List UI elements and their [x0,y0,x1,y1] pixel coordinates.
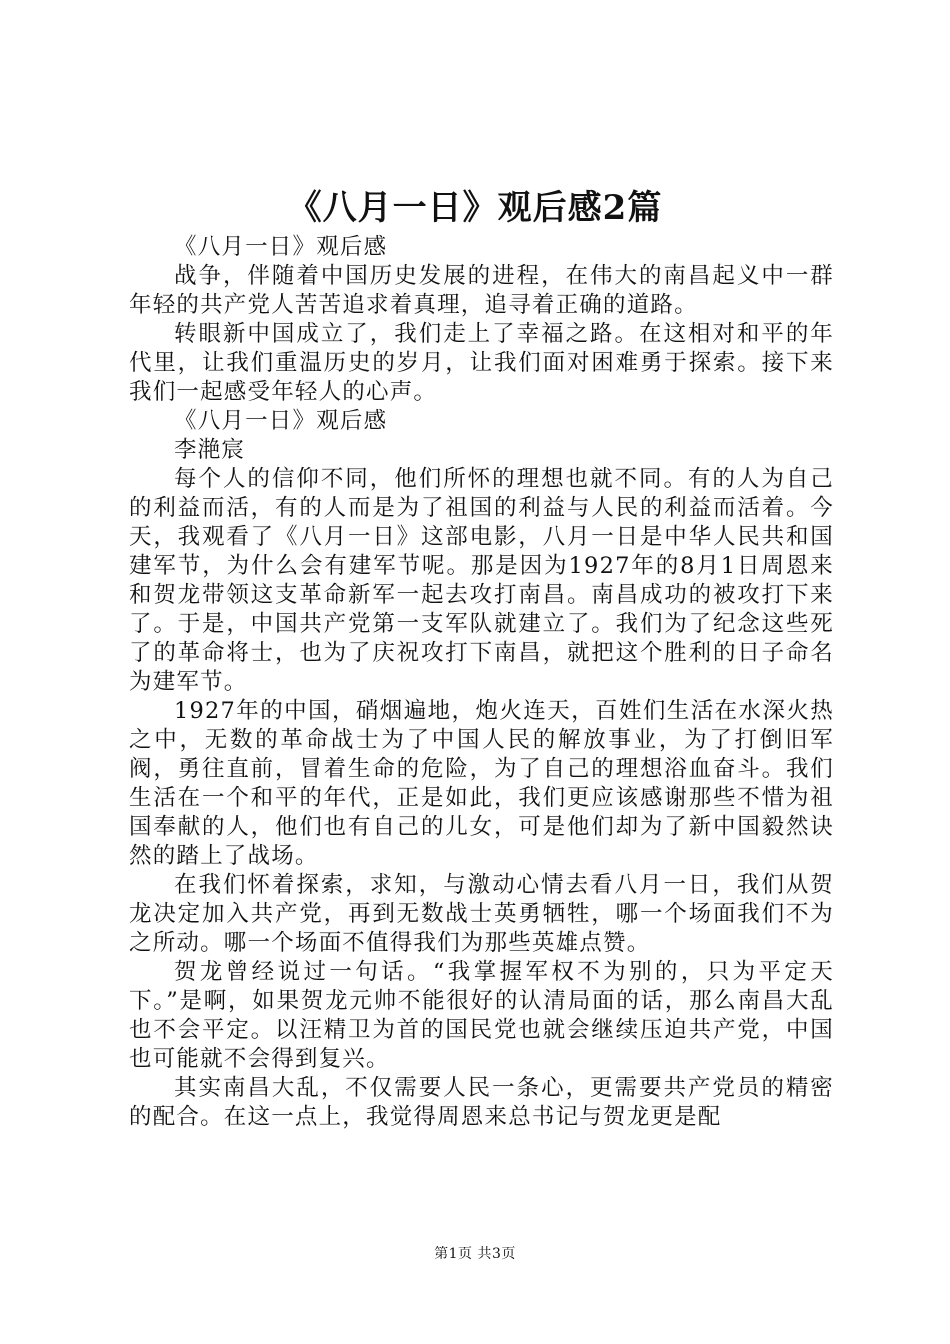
paragraph-subtitle: 《八月一日》观后感 [174,234,388,260]
paragraph: 每个人的信仰不同，他们所怀的理想也就不同。有的人为自己的利益而活，有的人而是为了祖国的利益与人民的利益而活着。今天，我观看了《八月一日》这部电影，八月一日是中华人民共和国建军节，为什么会有建军节呢。那是因为1927年的8月1日周恩来和贺龙带领这支革命新军一起去攻打南昌。南昌成功的被攻打下来了。于是，中国共产党第一支军队就建立了。我们为了纪念这些死了的革命将士，也为了庆祝攻打下南昌，就把这个胜利的日子命名为建军节。 [129,466,834,695]
paragraph: 战争，伴随着中国历史发展的进程，在伟大的南昌起义中一群年轻的共产党人苦苦追求着真理，追寻着正确的道路。 [129,263,834,318]
paragraph: 1927年的中国，硝烟遍地，炮火连天，百姓们生活在水深火热之中，无数的革命战士为了中国人民的解放事业，为了打倒旧军阀，勇往直前，冒着生命的危险，为了自己的理想浴血奋斗。我们生活在一个和平的年代，正是如此，我们更应该感谢那些不惜为祖国奉献的人，他们也有自己的儿女，可是他们却为了新中国毅然诀然的踏上了战场。 [129,698,834,869]
paragraph: 转眼新中国成立了，我们走上了幸福之路。在这相对和平的年代里，让我们重温历史的岁月，让我们面对困难勇于探索。接下来我们一起感受年轻人的心声。 [129,321,834,405]
paragraph: 贺龙曾经说过一句话。“我掌握军权不为别的，只为平定天下。”是啊，如果贺龙元帅不能很好的认清局面的话，那么南昌大乱也不会平定。以汪精卫为首的国民党也就会继续压迫共产党，中国也可能就不会得到复兴。 [129,959,834,1072]
document-body [129,233,834,1132]
page-title: 《八月一日》观后感2篇 [287,188,663,228]
author-name: 李滟宸 [174,437,246,463]
page-footer: 第1页 共3页 [434,1246,516,1262]
paragraph: 在我们怀着探索，求知，与激动心情去看八月一日，我们从贺龙决定加入共产党，再到无数战士英勇牺牲，哪一个场面我们不为之所动。哪一个场面不值得我们为那些英雄点赞。 [129,872,834,956]
paragraph-subtitle: 《八月一日》观后感 [174,408,388,434]
paragraph: 其实南昌大乱，不仅需要人民一条心，更需要共产党员的精密的配合。在这一点上，我觉得周恩来总书记与贺龙更是配 [129,1075,834,1130]
